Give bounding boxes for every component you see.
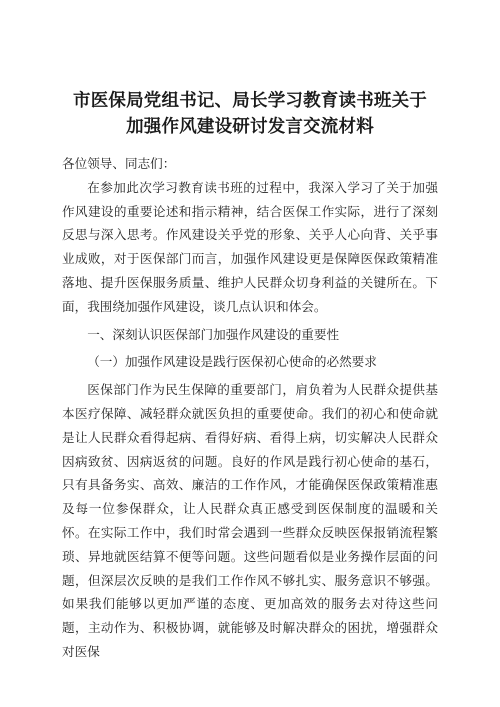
section-heading-1: 一、深刻认识医保部门加强作风建设的重要性	[87, 326, 340, 342]
document-title	[62, 88, 438, 140]
intro-paragraph: 在参加此次学习教育读书班的过程中，我深入学习了关于加强作风建设的重要论述和指示精神，结合医保工作实际，进行了深刻反思与深入思考。作风建设关乎党的形象、关乎人心向背、关乎事业成败，对于医保部门而言，加强作风建设更是保障医保政策精准落地、提升医保服务质量、维护人民群众切身利益的关键所在。下面，我围绕加强作风建设，谈几点认识和体会。	[62, 179, 438, 314]
body-paragraph-1: 医保部门作为民生保障的重要部门，肩负着为人民群众提供基本医疗保障、减轻群众就医负担的重要使命。我们的初心和使命就是让人民群众看得起病、看得好病、看得上病，切实解决人民群众因病致贫、因病返贫的问题。良好的作风是践行初心使命的基石，只有具备务实、高效、廉洁的工作作风，才能确保医保政策精准惠及每一位参保群众，让人民群众真正感受到医保制度的温暖和关怀。在实际工作中，我们时常会遇到一些群众反映医保报销流程繁琐、异地就医结算不便等问题。这些问题看似是业务操作层面的问题，但深层次反映的是我们工作作风不够扎实、服务意识不够强。如果我们能够以更加严谨的态度、更加高效的服务去对待这些问题，主动作为、积极协调，就能够及时解决群众的困扰，增强群众对医保	[62, 382, 438, 659]
subsection-heading-1: （一）加强作风建设是践行医保初心使命的必然要求	[87, 354, 377, 370]
title-line-1: 市医保局党组书记、局长学习教育读书班关于	[73, 91, 427, 111]
title-line-2: 加强作风建设研讨发言交流材料	[126, 117, 374, 137]
greeting: 各位领导、同志们：	[62, 156, 176, 171]
